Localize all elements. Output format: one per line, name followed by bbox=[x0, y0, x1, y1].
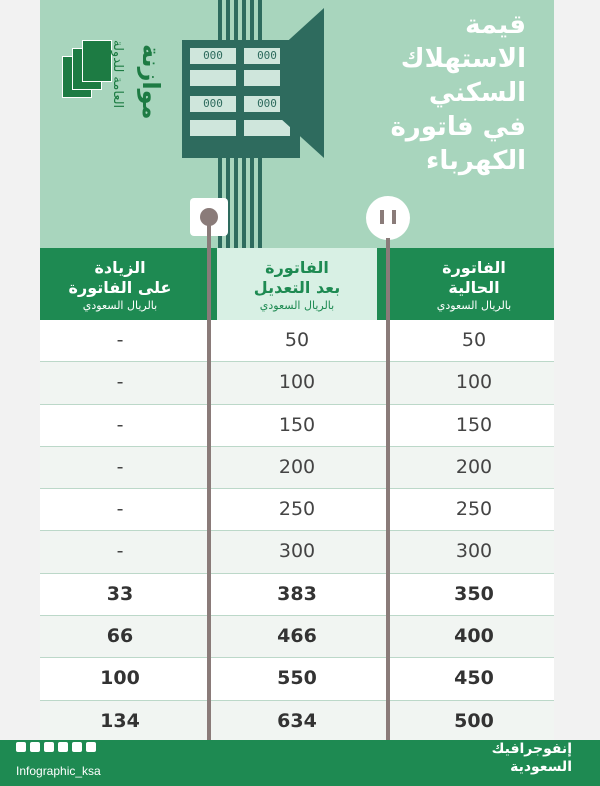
cell-increase: - bbox=[116, 455, 124, 478]
cell-current: 150 bbox=[455, 413, 493, 436]
power-plug-icon bbox=[366, 196, 410, 240]
social-icons bbox=[16, 742, 96, 752]
telegram-icon[interactable] bbox=[86, 742, 96, 752]
facebook-icon[interactable] bbox=[30, 742, 40, 752]
cell-after: 300 bbox=[278, 540, 316, 563]
header-title: الفاتورة الحالية bbox=[442, 258, 506, 297]
cell-after: 634 bbox=[277, 709, 317, 732]
footer-bar bbox=[0, 740, 600, 786]
cell-current: 300 bbox=[455, 540, 493, 563]
cell-after: 150 bbox=[278, 413, 316, 436]
cell-increase: - bbox=[116, 413, 124, 436]
meter-digits: 000 bbox=[190, 96, 236, 112]
table-row bbox=[40, 531, 554, 573]
cell-after: 383 bbox=[277, 582, 317, 605]
cell-increase: 134 bbox=[100, 709, 140, 732]
cell-current: 250 bbox=[455, 498, 493, 521]
header-subtitle: بالريال السعودي bbox=[259, 299, 335, 312]
instagram-icon[interactable] bbox=[44, 742, 54, 752]
plug-pin bbox=[392, 210, 396, 224]
plug-pin bbox=[380, 210, 384, 224]
socket-cord bbox=[207, 216, 211, 740]
table-row bbox=[40, 489, 554, 531]
cell-increase: - bbox=[116, 329, 124, 351]
page-title: قيمة الاستهلاك السكني في فاتورة الكهرباء bbox=[390, 10, 526, 176]
header-title: الفاتورة بعد التعديل bbox=[253, 258, 341, 297]
table-row bbox=[40, 574, 554, 616]
cell-current: 500 bbox=[454, 709, 494, 732]
cell-increase: 100 bbox=[100, 667, 140, 690]
brand-logo: إنفوجرافيك السعودية bbox=[491, 741, 572, 775]
youtube-icon[interactable] bbox=[58, 742, 68, 752]
header-after-bill bbox=[217, 248, 377, 320]
cell-increase: - bbox=[116, 371, 124, 394]
table-row bbox=[40, 362, 554, 404]
cell-current: 400 bbox=[454, 625, 494, 648]
cell-increase: - bbox=[116, 498, 124, 521]
cell-current: 100 bbox=[455, 371, 493, 394]
infographic-frame bbox=[40, 0, 554, 740]
stamp-sub: العامة للدولة bbox=[110, 40, 125, 109]
cell-after: 50 bbox=[284, 329, 310, 351]
meter-digits: 000 bbox=[190, 48, 236, 64]
cell-current: 350 bbox=[454, 582, 494, 605]
table-header bbox=[40, 248, 554, 320]
header-increase bbox=[40, 248, 200, 320]
cell-after: 466 bbox=[277, 625, 317, 648]
meter-digits: 000 bbox=[244, 48, 290, 64]
cell-after: 100 bbox=[278, 371, 316, 394]
budget-stamp bbox=[58, 34, 166, 174]
cell-current: 450 bbox=[454, 667, 494, 690]
header-current-bill bbox=[394, 248, 554, 320]
cell-increase: 33 bbox=[106, 582, 134, 605]
table-row bbox=[40, 320, 554, 362]
plug-cord bbox=[386, 238, 390, 740]
cell-after: 550 bbox=[277, 667, 317, 690]
bill-table bbox=[40, 248, 554, 743]
cell-increase: 66 bbox=[106, 625, 134, 648]
meter-digits: 000 bbox=[244, 96, 290, 112]
header-title: الزيادة على الفاتورة bbox=[68, 258, 172, 297]
table-body bbox=[40, 320, 554, 743]
header-subtitle: بالريال السعودي bbox=[436, 299, 512, 312]
header-subtitle: بالريال السعودي bbox=[82, 299, 158, 312]
table-row bbox=[40, 616, 554, 658]
cell-current: 200 bbox=[455, 455, 493, 478]
table-row bbox=[40, 405, 554, 447]
snapchat-icon[interactable] bbox=[72, 742, 82, 752]
cell-current: 50 bbox=[461, 329, 487, 351]
cell-after: 250 bbox=[278, 498, 316, 521]
hero-banner bbox=[40, 0, 554, 248]
cell-after: 200 bbox=[278, 455, 316, 478]
twitter-icon[interactable] bbox=[16, 742, 26, 752]
table-row bbox=[40, 658, 554, 700]
cell-increase: - bbox=[116, 540, 124, 563]
table-row bbox=[40, 447, 554, 489]
stamp-word: موازنة bbox=[137, 44, 165, 120]
social-handle[interactable]: Infographic_ksa bbox=[16, 764, 101, 778]
table-row bbox=[40, 701, 554, 743]
